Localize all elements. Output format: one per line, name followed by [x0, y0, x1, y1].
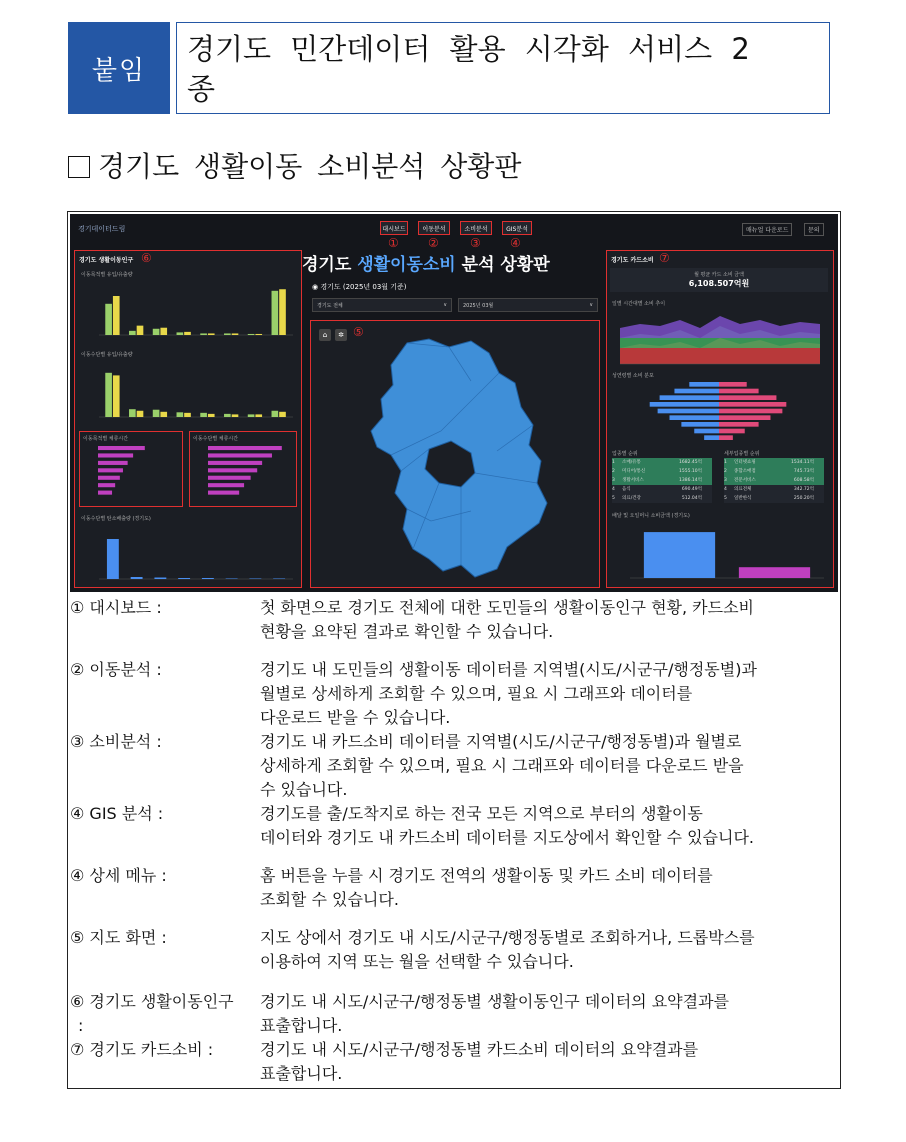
bar-inflow — [200, 413, 207, 417]
dashboard-screenshot — [70, 214, 838, 592]
left-chart4-box — [189, 431, 297, 507]
main-title-pre: 경기도 — [302, 255, 358, 275]
pyramid-male-bar — [660, 395, 719, 400]
left-chart2-title: 이동수단별 유입/유출량 — [81, 352, 133, 358]
bar-inflow — [129, 409, 136, 417]
ranking-val: 250.20억 — [793, 496, 814, 501]
map-number: ⑤ — [353, 325, 364, 339]
pyramid-female-bar — [719, 395, 776, 400]
date-label — [312, 282, 407, 292]
pyramid-female-bar — [719, 429, 745, 434]
ranking-row — [724, 458, 824, 467]
vbar — [273, 579, 285, 580]
ranking-val: 1555.10억 — [679, 469, 702, 474]
left-panel-title: 경기도 생활이동인구 — [79, 257, 134, 264]
nav-number-1: ① — [388, 236, 399, 250]
section-heading — [68, 145, 521, 185]
chevron-down-icon: ∨ — [589, 302, 593, 308]
ranking-row — [724, 494, 824, 503]
vbar — [249, 579, 261, 580]
hbar — [208, 483, 244, 487]
hbar — [98, 453, 133, 457]
pyramid-female-bar — [719, 415, 770, 420]
left-chart4-title: 이동수단별 체류시간 — [193, 436, 239, 442]
avg-card-spend-box — [610, 268, 828, 292]
ranking-val: 690.49억 — [681, 487, 702, 492]
hbar — [98, 446, 145, 450]
bar-inflow — [177, 332, 184, 335]
ranking-row — [724, 485, 824, 494]
ranking-name: 소매/유통 — [622, 460, 641, 465]
right-panel-number: ⑦ — [659, 251, 670, 265]
ranking-rank: 5 — [612, 496, 615, 501]
bar-outflow — [208, 333, 215, 335]
item-text: 경기도를 출/도착지로 하는 전국 모든 지역으로 부터의 생활이동 데이터와 경기도 내 카드소비 데이터를 지도상에서 확인할 수 있습니다. — [260, 804, 754, 847]
region-select-value: 경기도 전체 — [317, 303, 343, 309]
left-chart1-svg — [79, 279, 297, 341]
item-label: ① 대시보드 : — [70, 598, 162, 617]
left-chart1-title: 이동목적별 유입/유출량 — [81, 272, 133, 278]
location-pin-icon: ◉ — [312, 283, 321, 291]
ranking-rank: 1 — [724, 460, 727, 465]
right-chart5-svg — [610, 520, 828, 584]
date-label-text: 경기도 (2025년 03월 기준) — [320, 283, 407, 291]
month-select-value: 2025년 03월 — [463, 303, 494, 309]
nav-number-4: ④ — [510, 236, 521, 250]
pyramid-male-bar — [704, 435, 719, 440]
nav-movement-button[interactable]: 이동분석 — [418, 221, 450, 235]
main-title-highlight: 생활이동소비 — [357, 255, 456, 275]
ranking-name: 전문서비스 — [734, 478, 756, 483]
item-label: ⑥ 경기도 생활이동인구 — [70, 992, 234, 1011]
ranking-name: 일반한식 — [734, 496, 752, 501]
ranking-name: 의료/건강 — [622, 496, 641, 501]
main-title-post: 분석 상황판 — [455, 255, 550, 275]
item-text: 경기도 내 시도/시군구/행정동별 생활이동인구 데이터의 요약결과를 표출합니다. — [260, 992, 729, 1035]
ranking-row — [612, 476, 712, 485]
pyramid-female-bar — [719, 409, 782, 414]
bar-outflow — [232, 414, 239, 417]
chevron-down-icon: ∨ — [443, 302, 447, 308]
hbar — [98, 468, 123, 472]
bar-outflow — [137, 326, 144, 335]
ranking-name: 생활서비스 — [622, 478, 644, 483]
pyramid-female-bar — [719, 382, 747, 387]
ranking-name: 미디어/통신 — [622, 469, 646, 474]
right-chart1-title: 일별 시간대별 소비 추이 — [612, 301, 666, 307]
item-label: ⑤ 지도 화면 : — [70, 928, 167, 947]
bar-inflow — [153, 410, 160, 417]
pyramid-male-bar — [681, 422, 719, 427]
bar-inflow — [153, 329, 160, 335]
right-table2 — [724, 458, 824, 503]
pyramid-male-bar — [694, 429, 719, 434]
hbar — [208, 461, 262, 465]
right-table2-title: 세부업종별 순위 — [724, 451, 760, 457]
left-chart5-title: 이동수단별 탄소배출량 (경기도) — [81, 516, 151, 522]
item-text: 홈 버튼을 누를 시 경기도 전역의 생활이동 및 카드 소비 데이터를 조회할 수 있습니다. — [260, 866, 713, 909]
dashboard-main-title — [302, 250, 550, 275]
vbar — [202, 578, 214, 579]
hbar — [98, 491, 112, 495]
item-text: 지도 상에서 경기도 내 시도/시군구/행정동별로 조회하거나, 드롭박스를 이용하여 지역 또는 월을 선택할 수 있습니다. — [260, 928, 755, 971]
bar-inflow — [272, 411, 279, 417]
right-chart2-title: 성연령별 소비 분포 — [612, 373, 654, 379]
item-label: ② 이동분석 : — [70, 660, 162, 679]
item-label: ⑦ 경기도 카드소비 : — [70, 1040, 214, 1059]
dashboard-logo: 경기데이터드림 — [78, 225, 126, 233]
hbar — [208, 453, 272, 457]
nav-consumption-button[interactable]: 소비분석 — [460, 221, 492, 235]
bar-inflow — [177, 412, 184, 417]
right-chart2-svg — [610, 380, 828, 444]
item-label-colon: : — [78, 1016, 84, 1035]
hbar — [98, 461, 128, 465]
right-panel-title: 경기도 카드소비 — [611, 257, 654, 264]
home-icon[interactable]: ⌂ — [319, 329, 331, 341]
bar-inflow — [105, 304, 112, 335]
ranking-row — [612, 458, 712, 467]
bar-inflow — [129, 331, 136, 335]
hbar — [208, 446, 282, 450]
left-chart3-box — [79, 431, 183, 507]
avg-card-spend-value: 6,108.507억원 — [688, 279, 750, 288]
item-label: ③ 소비분석 : — [70, 732, 162, 751]
pyramid-male-bar — [689, 382, 719, 387]
nav-number-3: ③ — [470, 236, 481, 250]
settings-icon[interactable]: ✲ — [335, 329, 347, 341]
ranking-name: 음식 — [622, 487, 631, 492]
vbar — [107, 539, 119, 579]
left-chart2-svg — [79, 361, 297, 423]
pyramid-male-bar — [674, 389, 719, 394]
hbar — [208, 468, 257, 472]
ranking-val: 1386.14억 — [679, 478, 702, 483]
gyeonggi-map-svg — [311, 321, 601, 589]
ranking-name: 의료전체 — [734, 487, 752, 492]
inquiry-button[interactable]: 문의 — [804, 223, 824, 236]
bar-outflow — [184, 413, 191, 417]
pyramid-male-bar — [670, 415, 720, 420]
ranking-rank: 5 — [724, 496, 727, 501]
ranking-row — [724, 467, 824, 476]
item-text: 경기도 내 시도/시군구/행정동별 카드소비 데이터의 요약결과를 표출합니다. — [260, 1040, 699, 1083]
right-table1 — [612, 458, 712, 503]
pyramid-female-bar — [719, 435, 733, 440]
hbar — [98, 476, 120, 480]
content-frame — [67, 211, 841, 1089]
title-line-2: 종 — [187, 72, 216, 106]
ranking-val: 512.04억 — [681, 496, 702, 501]
item-text: 경기도 내 카드소비 데이터를 지역별(시도/시군구/행정동별)과 월별로 상세하게 조회할 수 있으며, 필요 시 그래프와 데이터를 다운로드 받을 수 있습니다. — [260, 732, 744, 799]
ranking-row — [724, 476, 824, 485]
right-table1-title: 업종별 순위 — [612, 451, 638, 457]
vbar — [154, 578, 166, 580]
ranking-val: 1534.11억 — [791, 460, 814, 465]
vbar — [644, 532, 715, 578]
left-panel-mobility — [74, 250, 302, 588]
document-title — [176, 22, 830, 114]
bar-outflow — [137, 411, 144, 417]
item-label: ④ GIS 분석 : — [70, 804, 164, 823]
checkbox-square-icon — [68, 156, 90, 178]
ranking-row — [612, 494, 712, 503]
right-chart1-svg — [610, 308, 828, 366]
hbar — [208, 491, 239, 495]
bar-outflow — [279, 289, 286, 335]
hbar — [208, 476, 251, 480]
ranking-rank: 4 — [612, 487, 615, 492]
left-chart3-svg — [82, 444, 180, 504]
attachment-badge: 붙임 — [68, 22, 170, 114]
ranking-rank: 1 — [612, 460, 615, 465]
ranking-name: 종합소매점 — [734, 469, 756, 474]
avg-card-spend-label: 월 평균 카드 소비 금액 — [694, 272, 744, 278]
ranking-rank: 4 — [724, 487, 727, 492]
ranking-rank: 2 — [724, 469, 727, 474]
bar-outflow — [279, 412, 286, 417]
region-select[interactable] — [312, 298, 452, 312]
vbar — [178, 578, 190, 579]
ranking-row — [612, 485, 712, 494]
nav-dashboard-button[interactable]: 대시보드 — [380, 221, 408, 235]
ranking-val: 342.72억 — [793, 487, 814, 492]
title-line-1: 경기도 민간데이터 활용 시각화 서비스 2 — [187, 32, 750, 66]
vbar — [131, 577, 143, 579]
left-chart5-svg — [79, 525, 297, 585]
bar-outflow — [160, 412, 167, 417]
left-chart4-svg — [192, 444, 294, 504]
nav-number-2: ② — [428, 236, 439, 250]
bar-outflow — [255, 334, 262, 335]
bar-outflow — [160, 328, 167, 335]
bar-outflow — [113, 375, 120, 417]
bar-outflow — [208, 414, 215, 417]
ranking-rank: 2 — [612, 469, 615, 474]
pyramid-male-bar — [650, 402, 719, 407]
ranking-rank: 3 — [724, 478, 727, 483]
hbar — [98, 483, 115, 487]
bar-outflow — [232, 333, 239, 335]
bar-outflow — [113, 296, 120, 335]
right-chart5-title: 배달 및 오일머니 소비금액 (경기도) — [612, 513, 690, 519]
ranking-row — [612, 467, 712, 476]
month-select[interactable] — [458, 298, 598, 312]
section-title: 경기도 생활이동 소비분석 상황판 — [98, 150, 522, 183]
bar-inflow — [248, 414, 255, 417]
left-chart3-title: 이동목적별 체류시간 — [83, 436, 129, 442]
bar-inflow — [200, 333, 207, 335]
nav-gis-button[interactable]: GIS분석 — [502, 221, 532, 235]
bar-inflow — [272, 291, 279, 335]
ranking-val: 745.73억 — [793, 469, 814, 474]
bar-outflow — [184, 332, 191, 335]
pyramid-female-bar — [719, 389, 759, 394]
pyramid-female-bar — [719, 422, 759, 427]
item-text: 경기도 내 도민들의 생활이동 데이터를 지역별(시도/시군구/행정동별)과 월별로 상세하게 조회할 수 있으며, 필요 시 그래프와 데이터를 다운로드 받을 수 있습니다. — [260, 660, 757, 727]
bar-outflow — [255, 414, 262, 417]
ranking-val: 608.58억 — [793, 478, 814, 483]
bar-inflow — [105, 373, 112, 417]
pyramid-female-bar — [719, 402, 786, 407]
left-panel-number: ⑥ — [141, 251, 152, 265]
pyramid-male-bar — [658, 409, 719, 414]
ranking-rank: 3 — [612, 478, 615, 483]
map-view[interactable] — [310, 320, 600, 588]
ranking-val: 1682.45억 — [679, 460, 702, 465]
bar-inflow — [224, 414, 231, 417]
item-label: ④ 상세 메뉴 : — [70, 866, 167, 885]
bar-inflow — [248, 334, 255, 335]
vbar — [226, 579, 238, 580]
ranking-name: 인터넷쇼핑 — [734, 460, 756, 465]
vbar — [739, 567, 810, 578]
manual-download-button[interactable]: 매뉴얼 다운로드 — [742, 223, 792, 236]
bar-inflow — [224, 333, 231, 335]
item-text: 첫 화면으로 경기도 전체에 대한 도민들의 생활이동인구 현황, 카드소비 현황을 요약된 결과로 확인할 수 있습니다. — [260, 598, 754, 641]
